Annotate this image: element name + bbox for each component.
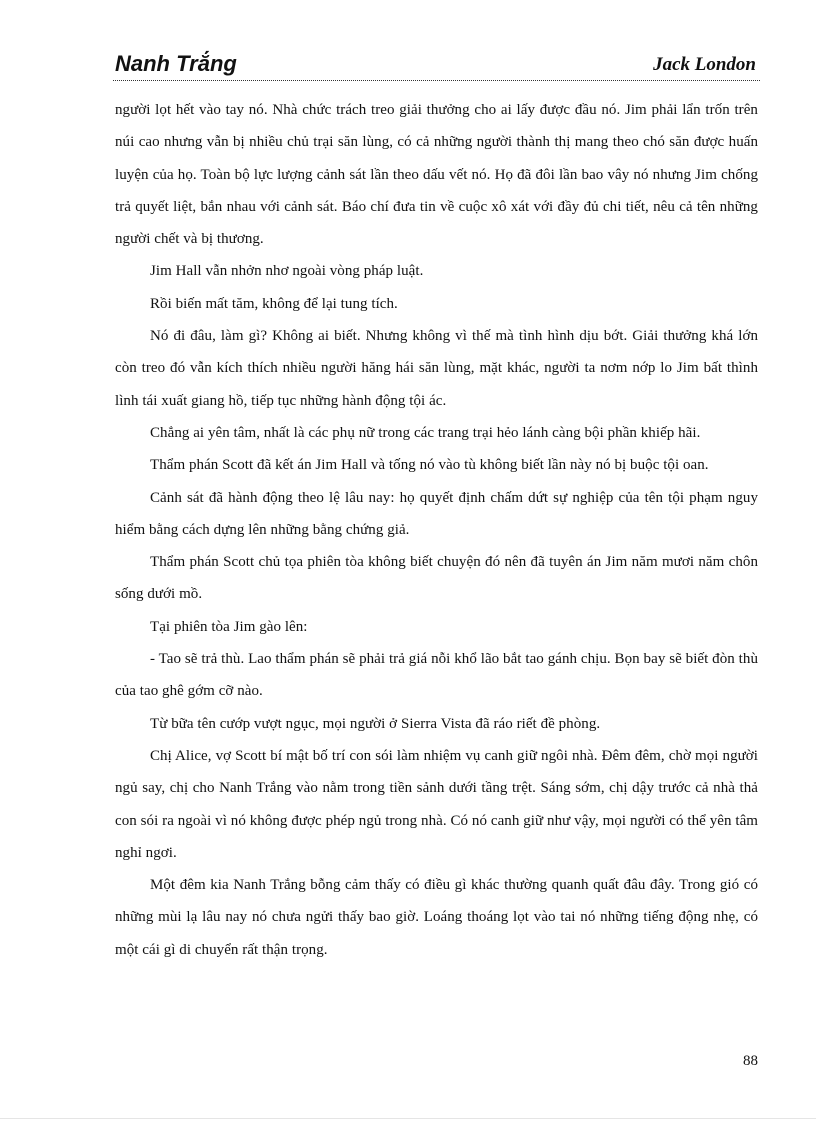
paragraph-8: Thẩm phán Scott chủ tọa phiên tòa không biết chuyện đó nên đã tuyên án Jim năm mươi năm chôn sống dưới mồ. [115,554,758,603]
paragraph-5: Chẳng ai yên tâm, nhất là các phụ nữ trong các trang trại hẻo lánh càng bội phần khiếp hãi. [150,424,701,441]
paragraph-9: Tại phiên tòa Jim gào lên: [150,618,308,635]
paragraph-2: Jim Hall vẫn nhởn nhơ ngoài vòng pháp luật. [150,263,424,280]
book-title: Nanh Trắng [115,51,237,76]
page-header [113,50,760,81]
paragraph-3: Rồi biến mất tăm, không để lại tung tích. [150,295,398,312]
body-text [115,94,758,966]
paragraph-6: Thẩm phán Scott đã kết án Jim Hall và tống nó vào tù không biết lần này nó bị buộc tội oan. [150,457,709,474]
paragraph-13: Một đêm kia Nanh Trắng bỗng cảm thấy có điều gì khác thường quanh quất đâu đây. Trong gió có những mùi lạ lâu nay nó chưa ngửi thấy bao giờ. Loáng thoáng lọt vào tai nó những tiếng động nhẹ, có một cái gì di chuyển rất thận trọng. [115,877,758,958]
paragraph-12: Chị Alice, vợ Scott bí mật bố trí con sói làm nhiệm vụ canh giữ ngôi nhà. Đêm đêm, chờ mọi người ngủ say, chị cho Nanh Trắng vào nằm trong tiền sảnh dưới tầng trệt. Sáng sớm, chị dậy trước cả nhà thả con sói ra ngoài vì nó không được phép ngủ trong nhà. Có nó canh giữ như vậy, mọi người có thể yên tâm nghỉ ngơi. [115,747,758,861]
paragraph-4: Nó đi đâu, làm gì? Không ai biết. Nhưng không vì thế mà tình hình dịu bớt. Giải thưởng khá lớn còn treo đó vẫn kích thích nhiều người hăng hái săn lùng, mặt khác, người ta nơm nớp lo Jim bất thình lình tái xuất giang hồ, tiếp tục những hành động tội ác. [115,328,758,409]
paragraph-1: người lọt hết vào tay nó. Nhà chức trách treo giải thưởng cho ai lấy được đầu nó. Jim phải lẩn trốn trên núi cao nhưng vẫn bị nhiều chủ trại săn lùng, có cả những người thành thị mang theo chó săn được huấn luyện của họ. Toàn bộ lực lượng cảnh sát lần theo dấu vết nó. Họ đã đôi lần bao vây nó nhưng Jim chống trả quyết liệt, bắn nhau với cảnh sát. Báo chí đưa tin về cuộc xô xát với đầy đủ chi tiết, nêu cả tên những người chết và bị thương. [115,102,758,248]
bottom-divider [0,1118,816,1119]
paragraph-11: Từ bữa tên cướp vượt ngục, mọi người ở Sierra Vista đã ráo riết đề phòng. [150,715,601,732]
paragraph-10: - Tao sẽ trả thù. Lao thẩm phán sẽ phải trả giá nỗi khổ lão bắt tao gánh chịu. Bọn bay sẽ biết đòn thù của tao ghê gớm cỡ nào. [115,651,758,700]
page-number: 88 [743,1053,758,1069]
paragraph-7: Cảnh sát đã hành động theo lệ lâu nay: họ quyết định chấm dứt sự nghiệp của tên tội phạm nguy hiểm bằng cách dựng lên những bằng chứng giả. [115,489,758,538]
author-name: Jack London [653,54,756,75]
